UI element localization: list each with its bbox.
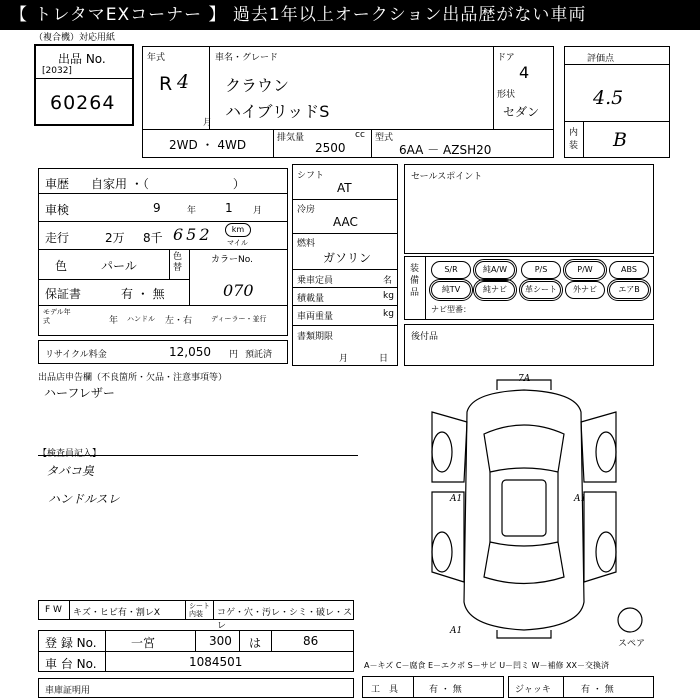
warranty-label: 保証書 — [45, 287, 82, 301]
car-damage-diagram — [412, 372, 652, 642]
doors-label: ドア — [497, 53, 515, 63]
seat-label: シート内装 — [189, 602, 210, 618]
history-box — [38, 168, 288, 336]
dealer-label: ディーラー・並行 — [211, 315, 267, 323]
ac-value: AAC — [333, 215, 358, 229]
score-box — [564, 46, 670, 158]
garage-cert-box — [38, 678, 354, 698]
model-value: 6AA － AZSH20 — [399, 143, 492, 157]
diagram-mark-right: A1 — [574, 494, 587, 504]
garage-cert-label: 車庫証明用 — [45, 686, 91, 696]
recycle-amount: 12,050 — [169, 345, 211, 359]
recycle-unit: 円 — [229, 350, 239, 360]
tools-box — [362, 676, 504, 698]
option-abs: ABS — [609, 261, 649, 279]
doc-day: 日 — [379, 354, 389, 364]
tools-label: 工 具 — [371, 685, 399, 695]
seller-notes-label: 出品店申告欄（不良箇所・欠品・注意事項等） — [38, 373, 228, 383]
fw-label: F W — [45, 605, 62, 615]
recycle-label: リサイクル料金 — [45, 350, 107, 360]
seat-text: コゲ・穴・汚レ・シミ・破レ・スレ — [217, 608, 353, 631]
capacity-label: 乗車定員 — [297, 276, 334, 286]
jack-value: 有 ・ 無 — [581, 685, 614, 695]
fw-text: キズ・ヒビ有・割レX — [73, 608, 160, 618]
shape-label: 形状 — [497, 90, 516, 100]
page-header: 【 トレタマEXコーナー 】 過去1年以上オークション出品歴がない車両 — [0, 0, 700, 30]
load-unit: kg — [383, 291, 394, 301]
shape-value: セダン — [503, 105, 540, 119]
aftermarket-label: 後付品 — [411, 332, 439, 342]
lot-label: 出品 No. — [58, 52, 106, 66]
usage-value: 自家用 ・（ ） — [91, 177, 245, 191]
shift-value: AT — [337, 181, 352, 195]
jack-box — [508, 676, 654, 698]
inspection-label: 車検 — [45, 203, 70, 217]
inspection-year-unit: 年 — [187, 206, 197, 216]
doors-value: 4 — [519, 63, 530, 82]
registration-box — [38, 630, 354, 672]
year-label: 年式 — [147, 53, 166, 63]
month-label: 月 — [203, 118, 213, 128]
mileage-unit-km: km — [225, 223, 251, 237]
mileage-sen: 8千 — [143, 231, 163, 245]
option-aftermarket-navi: 外ナビ — [565, 281, 605, 299]
reg-kana: は — [249, 636, 262, 650]
weight-label: 車両重量 — [297, 312, 334, 322]
inspector-label: 【検査員記入】 — [38, 449, 102, 459]
handle-value: 左・右 — [165, 316, 193, 326]
score-value: 4.5 — [593, 87, 624, 109]
weight-unit: kg — [383, 309, 394, 319]
lot-number: 60264 — [50, 92, 116, 114]
color-no-label: カラーNo. — [211, 255, 253, 265]
vehicle-grade: ハイブリッドS — [225, 102, 330, 121]
fw-seat-box — [38, 600, 354, 631]
vehicle-box — [142, 46, 554, 158]
diagram-mark-left: A1 — [450, 494, 463, 504]
lot-stamp: [2032] — [42, 66, 72, 76]
option-genuine-navi: 純ナビ — [475, 281, 515, 299]
diagram-mark-bottom: A1 — [450, 626, 463, 636]
aftermarket-box — [404, 324, 654, 366]
model-label: 型式 — [375, 133, 394, 143]
inspector-note-1: タバコ臭 — [46, 464, 94, 478]
option-sunroof: S/R — [431, 261, 471, 279]
vehicle-name: クラウン — [225, 76, 290, 95]
inspection-month: 1 — [225, 201, 233, 215]
score-label: 評価点 — [587, 54, 615, 64]
fuel-value: ガソリン — [323, 251, 372, 265]
sales-point-label: セールスポイント — [411, 172, 483, 182]
doc-month: 月 — [339, 354, 349, 364]
mileage-rest: 652 — [173, 225, 213, 244]
option-genuine-tv: 純TV — [431, 281, 471, 299]
nav-model-label: ナビ型番： — [431, 305, 471, 314]
mileage-label: 走行 — [45, 231, 70, 245]
ac-label: 冷房 — [297, 205, 316, 215]
displacement-value: 2500 — [315, 141, 346, 155]
interior-score: B — [613, 129, 627, 151]
displacement-label: 排気量 — [277, 133, 305, 143]
handle-label: ハンドル — [127, 315, 155, 323]
mileage-man: 2万 — [105, 231, 125, 245]
fuel-label: 燃料 — [297, 239, 316, 249]
inspector-note-2: ハンドルスレ — [48, 492, 120, 506]
seller-notes-text: ハーフレザー — [44, 386, 115, 400]
spare-label: スペア — [618, 639, 646, 649]
color-value: パール — [101, 259, 137, 273]
recycle-note: 預託済 — [245, 350, 273, 360]
model-year-unit: 年 — [109, 316, 119, 326]
options-label: 装備品 — [410, 264, 420, 298]
top-note: （複合機）対応用紙 — [34, 33, 116, 43]
reg-city: 一宮 — [131, 636, 156, 650]
color-no-value: 070 — [223, 281, 254, 300]
tools-value: 有 ・ 無 — [429, 685, 462, 695]
shift-label: シフト — [297, 171, 325, 181]
mileage-unit-mile: マイル — [227, 239, 248, 247]
drive-type: 2WD ・ 4WD — [169, 138, 247, 152]
year-value: 4 — [177, 71, 190, 93]
name-label: 車名・グレード — [215, 53, 279, 63]
model-year-label: モデル年式 — [43, 308, 71, 325]
color-label: 色 — [55, 259, 68, 273]
warranty-value: 有 ・ 無 — [121, 287, 165, 301]
equipment-box — [292, 164, 398, 366]
capacity-unit: 名 — [383, 276, 393, 286]
displacement-unit: cc — [355, 130, 365, 140]
damage-legend: A－キズ C－腐食 E－エクボ S－サビ U－凹ミ W－補修 XX－交換済 — [364, 661, 610, 670]
lot-box — [34, 44, 134, 126]
usage-label: 車歴 — [45, 177, 70, 191]
inspection-year: 9 — [153, 201, 161, 215]
recycle-box — [38, 340, 288, 364]
option-pw: P/W — [565, 261, 605, 279]
sales-point-box — [404, 164, 654, 254]
options-box — [404, 256, 654, 320]
load-label: 積載量 — [297, 294, 325, 304]
inspection-month-unit: 月 — [253, 206, 263, 216]
option-airbag: エアB — [609, 281, 649, 299]
reg-label: 登 録 No. — [45, 636, 97, 650]
diagram-mark-top: 7A — [518, 374, 531, 384]
jack-label: ジャッキ — [515, 685, 551, 695]
option-leather-seat: 革シート — [521, 281, 561, 299]
chassis-label: 車 台 No. — [45, 657, 97, 671]
option-genuine-aw: 純A/W — [475, 261, 515, 279]
year-era: R — [159, 73, 173, 95]
color-change-label: 色替 — [173, 252, 183, 273]
reg-class: 300 — [209, 634, 232, 648]
interior-label: 内装 — [569, 128, 579, 151]
option-ps: P/S — [521, 261, 561, 279]
reg-number: 86 — [303, 634, 319, 648]
chassis-number: 1084501 — [189, 655, 243, 669]
doc-deadline-label: 書類期限 — [297, 332, 334, 342]
